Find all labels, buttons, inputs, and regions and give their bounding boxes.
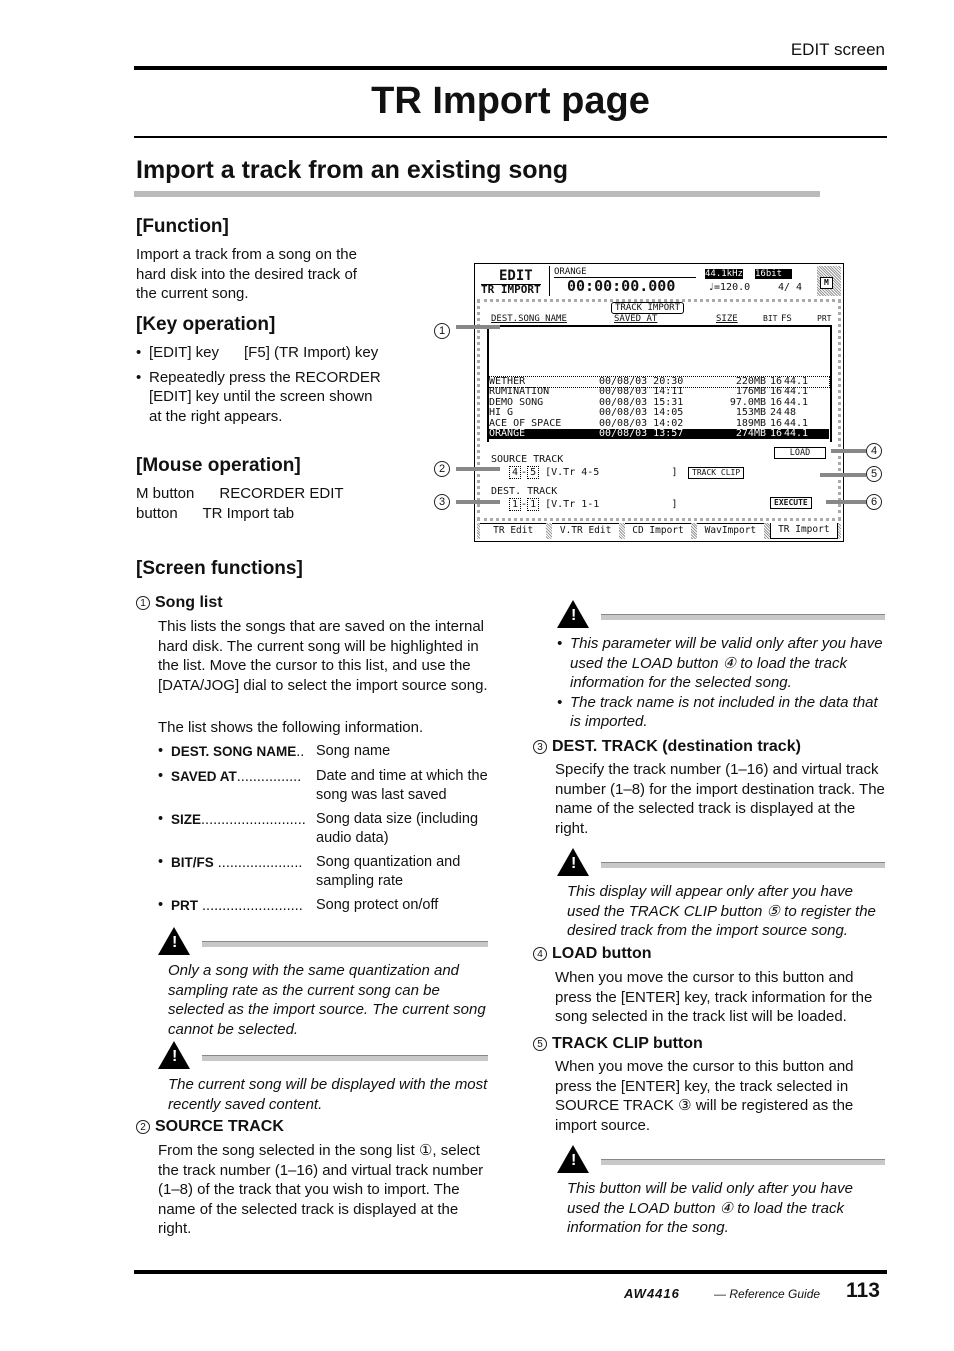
leader-dots: ..................... [213, 854, 303, 871]
function-text: Import a track from a song on the hard disk into the desired track of the current song. [136, 246, 357, 302]
lcd-screenshot: EDIT TR IMPORT ORANGE 00:00:00.000 44.1kHz 16bit ♩=120.0 4/ 4 M TRACK IMPORT DEST.SONG NAME SAVED AT SIZE BIT FS PRT WETHER 00/08/03 20:30 220MB 16 44.1 RUMINATION 00/08/03 14:11 176MB 16 44.1 DEMO SONG 00/08/03 15:31 97.0MB 16 44.1 HI G 00/08/03 14:05 153MB 24 48 ACE OF SPACE 00/08/03 14:02 189MB 16 44.1 ORANGE 00/08/03 13:57 274MB 16 44.1 LOAD SOURCE TRACK 4 - 5 [V.Tr 4-5 ] TRACK CLIP DEST. TRACK 1 - 1 [V.Tr 1-1 ] EXECUTE TR Edit V.TR Edit CD Import WavImport TR Import [474, 263, 844, 542]
warning-icon: ! [557, 848, 589, 876]
lcd-song-size: 176MB [735, 386, 766, 398]
definition-value: Song data size (including audio data) [316, 810, 479, 846]
lcd-track-clip-button[interactable]: TRACK CLIP [688, 467, 744, 479]
lcd-page: TR IMPORT [481, 283, 541, 296]
lcd-song-bit: 16 [770, 376, 783, 387]
definition-term: BIT/FS [171, 854, 214, 870]
warning-icon: ! [158, 1041, 190, 1069]
lcd-song-saved: 00/08/03 14:11 [599, 386, 684, 398]
note-text: • This parameter will be valid only after you have used the LOAD button ④ to load the track information for the selected song. [557, 634, 885, 693]
key-heading: [Key operation] [136, 314, 276, 335]
lcd-song-saved: 00/08/03 15:31 [599, 396, 684, 408]
definition-term: DEST. SONG NAME [171, 744, 297, 759]
callout-number: 1 [136, 596, 150, 610]
note-text: This button will be valid only after you have used the LOAD button ④ to load the track information for the song. [567, 1180, 853, 1236]
lcd-song-saved: 00/08/03 14:05 [599, 407, 684, 419]
lcd-tab[interactable]: CD Import [625, 523, 691, 539]
lcd-execute-button[interactable]: EXECUTE [770, 497, 812, 509]
lcd-song-size: 274MB [735, 427, 766, 439]
lcd-time: 00:00:00.000 [567, 277, 676, 295]
song-list-definitions [158, 742, 488, 920]
callout-leader [826, 500, 866, 504]
lcd-tempo: ♩=120.0 [708, 282, 751, 293]
callout-number: 3 [533, 740, 547, 754]
callout-leader [831, 449, 866, 453]
note [158, 927, 488, 1037]
brand-logo: AW4416 [624, 1286, 680, 1301]
callout-number: 2 [136, 1120, 150, 1134]
leader-dots: .. [296, 744, 305, 760]
title-rule [134, 136, 887, 138]
callout-3: 3 [434, 494, 450, 510]
definition-item [158, 767, 488, 806]
lcd-song-size: 153MB [735, 407, 766, 419]
lcd-song-bit: 16 [770, 386, 783, 398]
lcd-song-size: 220MB [735, 376, 766, 387]
callout-5: 5 [866, 466, 882, 482]
lcd-song-name: WETHER [489, 376, 526, 387]
lcd-song-name: DEMO SONG [489, 396, 544, 408]
lcd-source-label: SOURCE TRACK [491, 454, 564, 465]
lcd-panel-title: TRACK IMPORT [611, 302, 684, 314]
lcd-bits: 16bit [755, 269, 792, 279]
note [557, 848, 885, 943]
lcd-song-name: ORANGE [489, 427, 526, 439]
lcd-song-fs: 48 [784, 407, 797, 419]
section-title: SOURCE TRACK [155, 1118, 284, 1135]
definition-value: Song protect on/off [316, 896, 439, 913]
lcd-song-fs: 44.1 [784, 396, 809, 408]
callout-1: 1 [434, 323, 450, 339]
lcd-tab[interactable]: WavImport [697, 523, 763, 539]
section-title: Song list [155, 594, 223, 611]
lcd-col: BIT [763, 314, 778, 323]
lcd-col: DEST.SONG NAME [491, 314, 567, 324]
definition-item [158, 810, 488, 849]
section-title: DEST. TRACK (destination track) [552, 738, 801, 755]
warning-icon: ! [557, 1145, 589, 1173]
song-list-text: This lists the songs that are saved on the internal hard disk. The current song will be highlighted in the list. Move the cursor to this list, and use the [DATA/JOG] dial to select the import source song. [158, 618, 488, 694]
dest-track-text: Specify the track number (1–16) and virtual track number (1–8) for the import destination track. The name of the selected track is displayed at the right. [555, 761, 885, 837]
subtitle-bar [134, 191, 820, 197]
source-track-text: From the song selected in the song list ①, select the track number (1–16) and virtual track number (1–8) of the track that you wish to import. The name of the selected track is displayed at the right. [158, 1142, 484, 1237]
lcd-col: SIZE [716, 314, 738, 324]
definition-term: PRT [171, 897, 198, 913]
lcd-mode: EDIT [499, 268, 533, 284]
load-button-text: When you move the cursor to this button and press the [ENTER] key, track information for the song selected in the track list will be loaded. [555, 969, 873, 1025]
definition-value: Song quantization and sampling rate [316, 853, 461, 889]
callout-4: 4 [866, 443, 882, 459]
lcd-song-saved: 00/08/03 13:57 [599, 427, 684, 439]
lcd-song-name: HI G [489, 407, 514, 419]
definition-term: SAVED AT [171, 768, 237, 784]
callout-leader [456, 500, 500, 504]
lcd-meter: 4/ 4 [778, 282, 803, 293]
definition-value: Song name [316, 743, 391, 759]
callout-2: 2 [434, 461, 450, 477]
subtitle: Import a track from an existing song [136, 156, 569, 184]
leader-dots: .......................... [201, 811, 306, 828]
top-rule [134, 66, 887, 70]
leader-dots: ................ [236, 768, 302, 785]
lcd-dest-to[interactable]: 1 [527, 498, 539, 511]
callout-6: 6 [866, 494, 882, 510]
lcd-song-fs: 44.1 [784, 376, 809, 387]
bottom-rule [134, 1270, 887, 1274]
lcd-song-fs: 44.1 [784, 427, 809, 439]
lcd-song-row[interactable] [489, 429, 829, 439]
lcd-song-bit: 16 [770, 396, 783, 408]
lcd-tab[interactable]: V.TR Edit [552, 523, 618, 539]
warning-icon: ! [158, 927, 190, 955]
section-label: EDIT screen [790, 40, 885, 59]
lcd-song-saved: 00/08/03 14:02 [599, 417, 684, 429]
lcd-dest-name: [V.Tr 1-1 ] [545, 499, 678, 510]
lcd-song-bit: 16 [770, 417, 783, 429]
lcd-col: SAVED AT [614, 314, 658, 324]
lcd-tab[interactable]: TR Edit [480, 523, 546, 539]
mouse-heading: [Mouse operation] [136, 455, 301, 476]
lcd-song-fs: 44.1 [784, 386, 809, 398]
section-title: LOAD button [552, 945, 652, 962]
key-item: • [EDIT] key [F5] (TR Import) key [136, 343, 381, 363]
lcd-song-size: 189MB [735, 417, 766, 429]
mouse-text: M button RECORDER EDIT button TR Import tab [136, 485, 348, 522]
lcd-col: FS [781, 314, 792, 324]
lcd-song-row[interactable] [489, 408, 829, 418]
track-clip-text: When you move the cursor to this button and press the [ENTER] key, the track selected in SOURCE TRACK ③ will be registered as the import source. [555, 1058, 854, 1134]
section-title: TRACK CLIP button [552, 1035, 703, 1052]
note [557, 600, 885, 730]
note [158, 1041, 488, 1111]
note-text: • The track name is not included in the data that is imported. [557, 693, 885, 732]
lcd-dest-from[interactable]: 1 [509, 498, 521, 511]
lcd-m-icon: M [820, 277, 833, 289]
page-number: 113 [846, 1279, 880, 1302]
lcd-song-bit: 16 [770, 427, 783, 439]
lcd-song-name: RUMINATION [489, 386, 550, 398]
lcd-load-button[interactable]: LOAD [774, 447, 826, 459]
lcd-source-name: [V.Tr 4-5 ] [545, 467, 678, 478]
song-list-text: The list shows the following information. [158, 719, 424, 736]
callout-number: 5 [533, 1037, 547, 1051]
callout-leader [456, 467, 500, 471]
function-heading: [Function] [136, 216, 229, 237]
lcd-source-from[interactable]: 4 [509, 466, 521, 479]
lcd-song-name: ACE OF SPACE [489, 417, 562, 429]
leader-dots: ......................... [198, 897, 303, 914]
page-title: TR Import page [371, 80, 650, 122]
lcd-song-size: 97.0MB [729, 396, 766, 408]
definition-item [158, 853, 488, 892]
lcd-song-bit: 24 [770, 407, 783, 419]
note-text: Only a song with the same quantization and sampling rate as the current song can be selected as the import source. The current song cannot be selected. [168, 962, 486, 1038]
definition-term: SIZE [171, 811, 202, 827]
lcd-song-list[interactable] [489, 377, 829, 439]
lcd-song-fs: 44.1 [784, 417, 809, 429]
guide-label: — Reference Guide [714, 1287, 821, 1301]
lcd-source-to[interactable]: 5 [527, 466, 539, 479]
lcd-song: ORANGE [554, 267, 696, 278]
screen-functions-heading: [Screen functions] [136, 558, 303, 579]
note-text: The current song will be displayed with the most recently saved content. [168, 1076, 488, 1113]
definition-value: Date and time at which the song was last saved [316, 767, 488, 803]
note-text: This display will appear only after you have used the TRACK CLIP button ⑤ to register the desired track from the import source song. [567, 883, 876, 939]
lcd-rate: 44.1kHz [705, 269, 743, 279]
callout-leader [820, 473, 866, 477]
definition-item [158, 742, 488, 763]
definition-item [158, 896, 488, 917]
callout-number: 4 [533, 947, 547, 961]
warning-icon: ! [557, 600, 589, 628]
note [557, 1145, 885, 1240]
lcd-song-saved: 00/08/03 20:30 [599, 376, 684, 387]
key-item: • Repeatedly press the RECORDER [EDIT] key until the screen shown at the right appears. [136, 368, 381, 427]
lcd-col: PRT [817, 314, 832, 323]
lcd-tab[interactable]: TR Import [770, 523, 838, 539]
lcd-dest-label: DEST. TRACK [491, 486, 558, 497]
callout-leader [456, 325, 500, 329]
